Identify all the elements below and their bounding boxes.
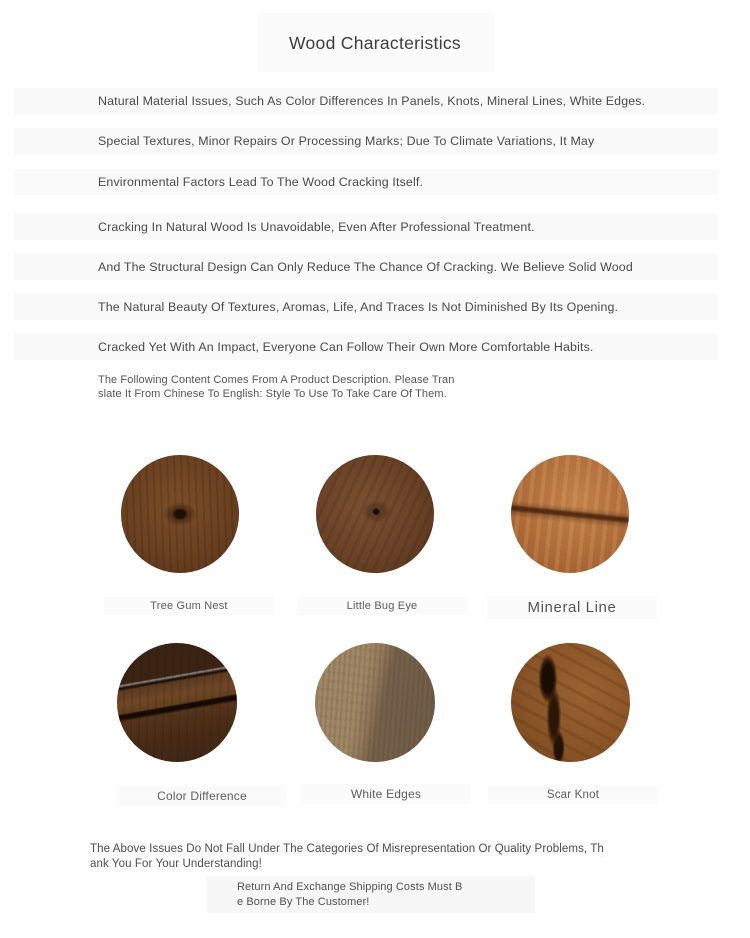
paragraph-line: And The Structural Design Can Only Reduce The Chance Of Cracking. We Believe Solid Wood xyxy=(14,254,718,280)
wood-sample-image-white-edges xyxy=(315,643,435,762)
paragraph-line: Special Textures, Minor Repairs Or Processing Marks; Due To Climate Variations, It May xyxy=(14,128,718,154)
shipping-notice-line: e Borne By The Customer! xyxy=(237,895,370,908)
wood-sample-image-scar-knot xyxy=(511,643,630,762)
paragraph-line: Cracked Yet With An Impact, Everyone Can Follow Their Own More Comfortable Habits. xyxy=(14,334,718,360)
wood-sample-label: Scar Knot xyxy=(488,786,658,804)
wood-sample-image-color-difference xyxy=(117,643,237,762)
wood-sample-label: Mineral Line xyxy=(487,596,657,619)
disclaimer-text xyxy=(90,842,660,871)
wood-sample-image-tree-gum-nest xyxy=(121,455,239,573)
shipping-notice-block xyxy=(207,876,535,913)
translation-note-line: slate It From Chinese To English: Style To Use To Take Care Of Them. xyxy=(98,388,447,400)
wood-sample-image-mineral-line xyxy=(511,455,629,573)
wood-sample-label: Tree Gum Nest xyxy=(104,597,274,615)
translation-note xyxy=(98,373,618,401)
paragraph-line: Environmental Factors Lead To The Wood Cracking Itself. xyxy=(14,169,718,195)
wood-sample-label: White Edges xyxy=(301,784,471,804)
paragraph-line: Cracking In Natural Wood Is Unavoidable, Even After Professional Treatment. xyxy=(14,214,718,240)
paragraph-line: Natural Material Issues, Such As Color Differences In Panels, Knots, Mineral Lines, White Edges. xyxy=(14,88,718,114)
shipping-notice-line: Return And Exchange Shipping Costs Must B xyxy=(237,881,463,893)
wood-sample-image-little-bug-eye xyxy=(316,455,434,573)
paragraph-line: The Natural Beauty Of Textures, Aromas, Life, And Traces Is Not Diminished By Its Opening. xyxy=(14,294,718,320)
page-title: Wood Characteristics xyxy=(289,33,461,53)
disclaimer-line: The Above Issues Do Not Fall Under The Categories Of Misrepresentation Or Quality Problems, Th xyxy=(90,843,604,855)
translation-note-line: The Following Content Comes From A Product Description. Please Tran xyxy=(98,374,455,386)
wood-sample-label: Color Difference xyxy=(117,786,287,806)
wood-sample-label: Little Bug Eye xyxy=(297,597,467,615)
disclaimer-line: ank You For Your Understanding! xyxy=(90,857,262,870)
